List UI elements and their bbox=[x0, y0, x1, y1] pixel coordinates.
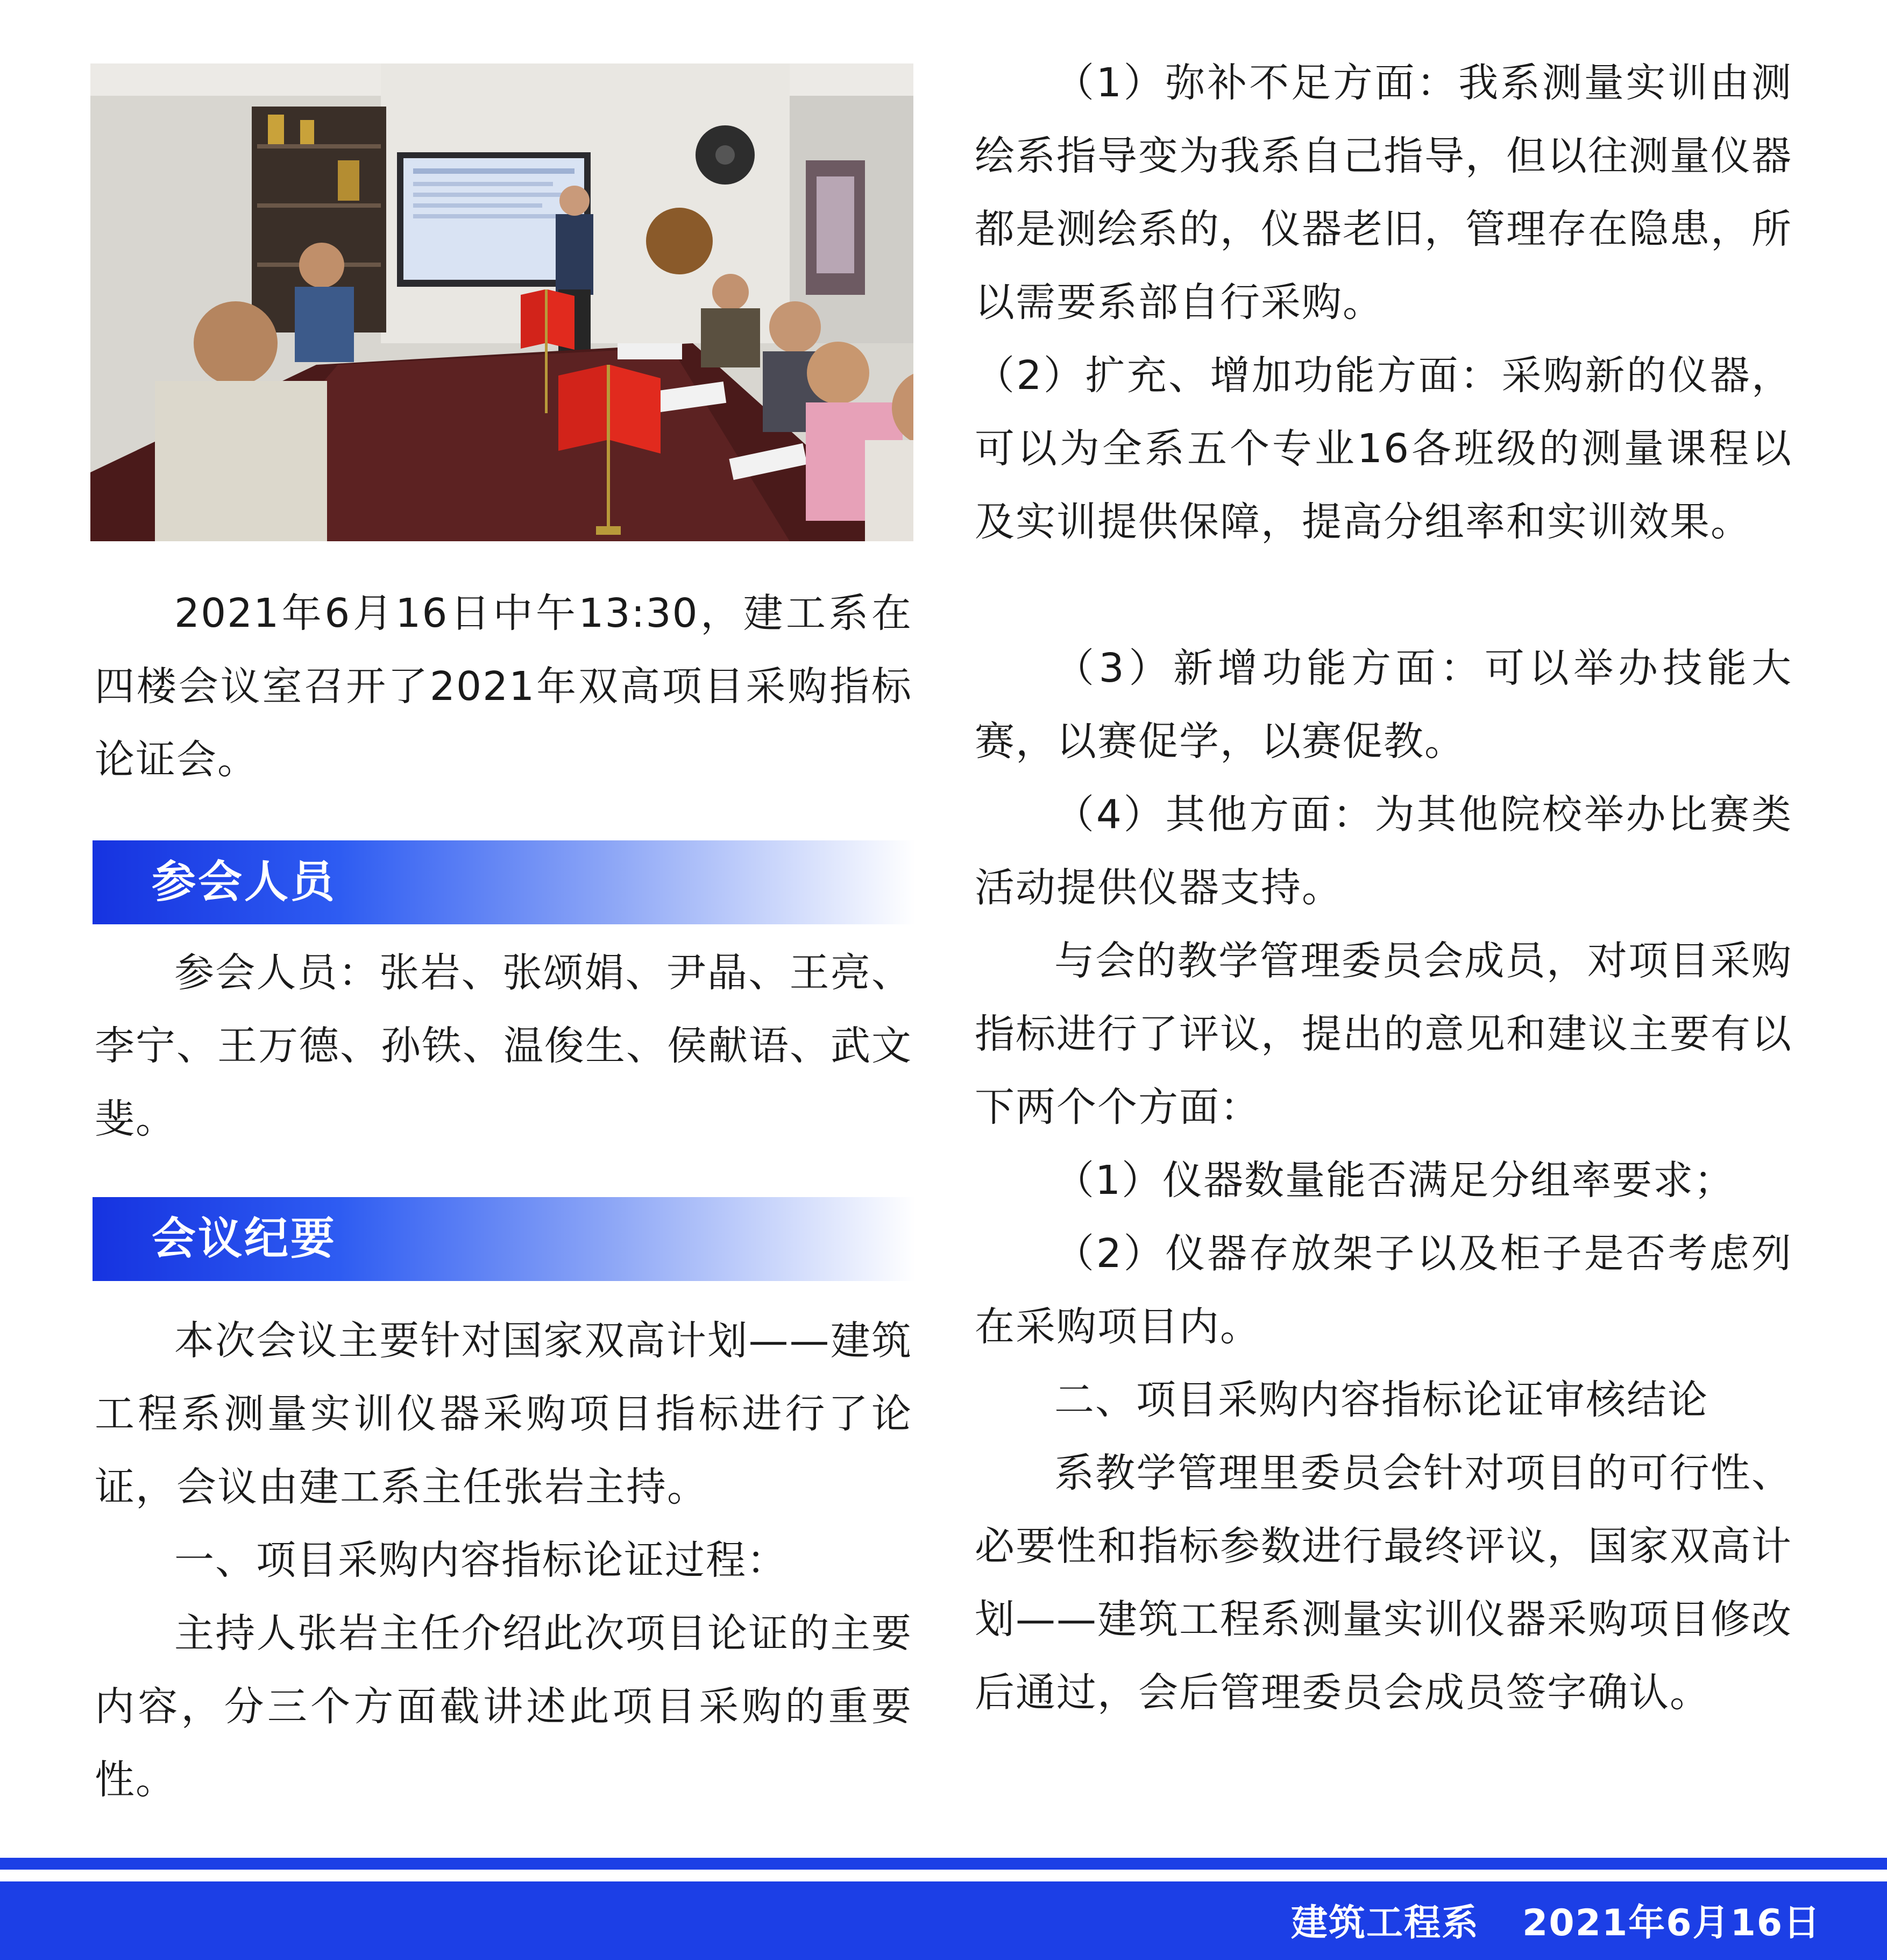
meeting-photo-illustration bbox=[90, 63, 913, 541]
meeting-photo bbox=[90, 63, 913, 541]
minutes-heading: 会议纪要 bbox=[152, 1213, 337, 1264]
right-item-3: （3）新增功能方面：可以举办技能大赛，以赛促学，以赛促教。 bbox=[975, 645, 1792, 765]
minutes-paragraph-1: 本次会议主要针对国家双高计划——建筑工程系测量实训仪器采购项目指标进行了论证，会议由建工系主任张岩主持。 bbox=[95, 1318, 912, 1510]
attendees-heading-bar bbox=[93, 840, 916, 924]
right-opinion-1: （1）仪器数量能否满足分组率要求； bbox=[1054, 1157, 1735, 1204]
right-item-2: （2）扩充、增加功能方面：采购新的仪器，可以为全系五个专业16各班级的测量课程以及实训提供保障，提高分组率和实训效果。 bbox=[975, 352, 1792, 545]
right-item-1: （1）弥补不足方面：我系测量实训由测绘系指导变为我系自己指导，但以往测量仪器都是测绘系的，仪器老旧，管理存在隐患，所以需要系部自行采购。 bbox=[975, 60, 1792, 326]
footer-date: 2021年6月16日 bbox=[1522, 1902, 1821, 1944]
right-review-paragraph: 与会的教学管理委员会成员，对项目采购指标进行了评议，提出的意见和建议主要有以下两个个方面： bbox=[975, 938, 1792, 1130]
right-conclusion-paragraph: 系教学管理里委员会针对项目的可行性、必要性和指标参数进行最终评议，国家双高计划——建筑工程系测量实训仪器采购项目修改后通过，会后管理委员会成员签字确认。 bbox=[975, 1450, 1792, 1716]
minutes-heading-bar bbox=[93, 1197, 916, 1281]
right-item-4: （4）其他方面：为其他院校举办比赛类活动提供仪器支持。 bbox=[975, 791, 1792, 911]
minutes-paragraph-3: 主持人张岩主任介绍此次项目论证的主要内容，分三个方面截讲述此项目采购的重要性。 bbox=[95, 1610, 912, 1803]
footer-divider-line bbox=[0, 1858, 1887, 1870]
right-conclusion-title: 二、项目采购内容指标论证审核结论 bbox=[1054, 1377, 1708, 1423]
minutes-paragraph-2: 一、项目采购内容指标论证过程： bbox=[174, 1537, 788, 1583]
intro-paragraph: 2021年6月16日中午13:30，建工系在四楼会议室召开了2021年双高项目采购指标论证会。 bbox=[95, 590, 912, 783]
footer-department: 建筑工程系 bbox=[1291, 1902, 1480, 1944]
attendees-heading: 参会人员 bbox=[152, 857, 337, 908]
right-opinion-2: （2）仪器存放架子以及柜子是否考虑列在采购项目内。 bbox=[975, 1230, 1792, 1350]
attendees-paragraph: 参会人员：张岩、张颂娟、尹晶、王亮、李宁、王万德、孙铁、温俊生、侯献语、武文斐。 bbox=[95, 950, 912, 1142]
